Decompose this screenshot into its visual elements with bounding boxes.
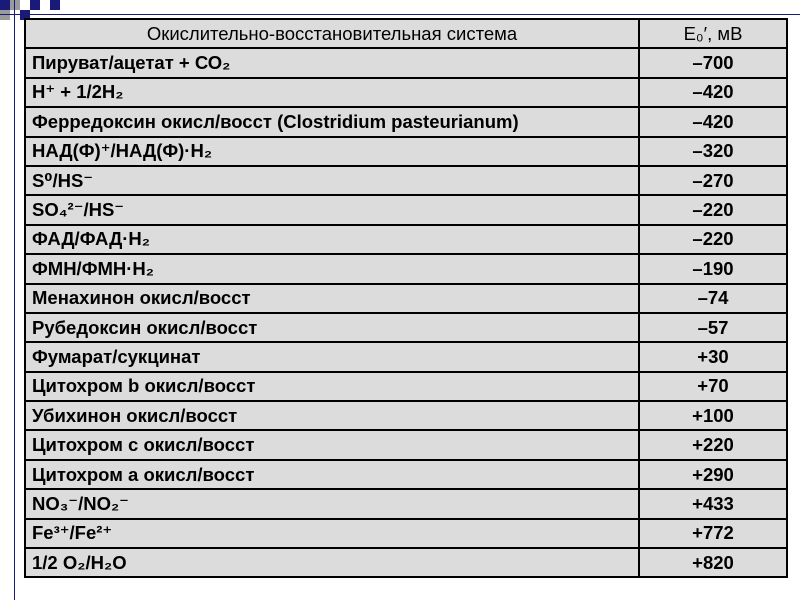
cell-potential: –420 xyxy=(639,78,787,107)
cell-potential: –74 xyxy=(639,284,787,313)
cell-potential: +772 xyxy=(639,519,787,548)
cell-potential: +290 xyxy=(639,460,787,489)
cell-system: Fe³⁺/Fe²⁺ xyxy=(25,519,639,548)
decor-vertical-line xyxy=(14,0,15,600)
cell-potential: –420 xyxy=(639,107,787,136)
table-row xyxy=(25,166,787,195)
table-header-row xyxy=(25,19,787,48)
cell-system: Фумарат/сукцинат xyxy=(25,342,639,371)
cell-system: Рубедоксин окисл/восст xyxy=(25,313,639,342)
redox-potential-table xyxy=(24,18,788,578)
table-row xyxy=(25,137,787,166)
cell-system: ФАД/ФАД·Н₂ xyxy=(25,225,639,254)
table-row xyxy=(25,372,787,401)
header-system: Окислительно-восстановительная система xyxy=(25,19,639,48)
cell-potential: +100 xyxy=(639,401,787,430)
table-row xyxy=(25,460,787,489)
table-row xyxy=(25,225,787,254)
cell-system: S⁰/HS⁻ xyxy=(25,166,639,195)
cell-potential: +30 xyxy=(639,342,787,371)
table-row xyxy=(25,401,787,430)
table-row xyxy=(25,342,787,371)
table-row xyxy=(25,430,787,459)
decor-horizontal-line xyxy=(0,14,800,15)
cell-system: Цитохром a окисл/восст xyxy=(25,460,639,489)
cell-system: Менахинон окисл/восст xyxy=(25,284,639,313)
cell-potential: +433 xyxy=(639,489,787,518)
decor-square xyxy=(0,10,10,20)
table-row xyxy=(25,519,787,548)
cell-potential: +820 xyxy=(639,548,787,577)
table-row xyxy=(25,489,787,518)
table-row xyxy=(25,48,787,77)
cell-potential: –270 xyxy=(639,166,787,195)
cell-system: H⁺ + 1/2H₂ xyxy=(25,78,639,107)
cell-potential: +220 xyxy=(639,430,787,459)
header-potential: E₀′, мВ xyxy=(639,19,787,48)
cell-system: НАД(Ф)⁺/НАД(Ф)·Н₂ xyxy=(25,137,639,166)
cell-potential: –320 xyxy=(639,137,787,166)
decor-square xyxy=(10,0,20,10)
cell-system: Ферредоксин окисл/восст (Clostridium pasteurianum) xyxy=(25,107,639,136)
table-row xyxy=(25,548,787,577)
table-row xyxy=(25,78,787,107)
cell-potential: –700 xyxy=(639,48,787,77)
decor-square xyxy=(50,0,60,10)
cell-potential: –57 xyxy=(639,313,787,342)
cell-potential: –190 xyxy=(639,254,787,283)
cell-system: NO₃⁻/NO₂⁻ xyxy=(25,489,639,518)
table-row xyxy=(25,284,787,313)
table-row xyxy=(25,107,787,136)
cell-system: Цитохром b окисл/восст xyxy=(25,372,639,401)
decor-square xyxy=(30,0,40,10)
cell-system: ФМН/ФМН·Н₂ xyxy=(25,254,639,283)
table-row xyxy=(25,313,787,342)
table-row xyxy=(25,254,787,283)
cell-system: Пируват/ацетат + СО₂ xyxy=(25,48,639,77)
cell-system: SO₄²⁻/HS⁻ xyxy=(25,195,639,224)
cell-potential: –220 xyxy=(639,195,787,224)
decor-square xyxy=(0,0,10,10)
cell-system: 1/2 O₂/H₂O xyxy=(25,548,639,577)
cell-potential: –220 xyxy=(639,225,787,254)
cell-potential: +70 xyxy=(639,372,787,401)
table-row xyxy=(25,195,787,224)
cell-system: Убихинон окисл/восст xyxy=(25,401,639,430)
cell-system: Цитохром c окисл/восст xyxy=(25,430,639,459)
